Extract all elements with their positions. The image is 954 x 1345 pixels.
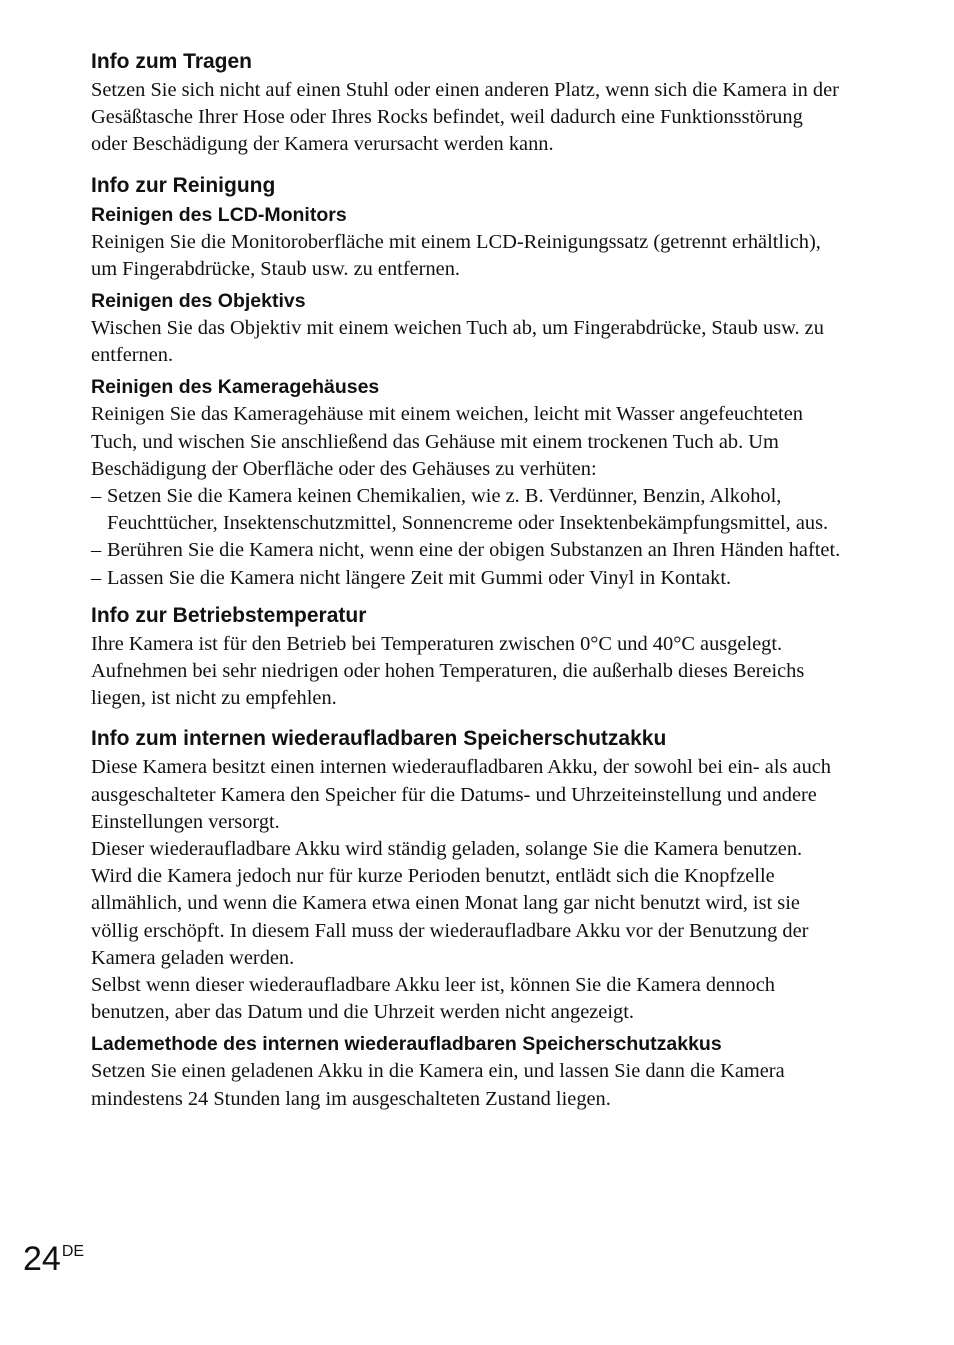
spacer — [91, 592, 843, 601]
language-code: DE — [61, 1243, 85, 1260]
subsection-heading-lademethode: Lademethode des internen wiederaufladbaren Speicherschutzakkus — [91, 1033, 722, 1056]
section-heading-tragen: Info zum Tragen — [91, 50, 253, 73]
page-number — [23, 1232, 84, 1279]
subsection-text-objektiv: Wischen Sie das Objektiv mit einem weichen Tuch ab, um Fingerabdrücke, Staub usw. zu entfernen. — [91, 317, 824, 367]
subsection-heading-gehaeuse: Reinigen des Kameragehäuses — [91, 376, 380, 399]
section-heading-reinigung: Info zur Reinigung — [91, 173, 276, 197]
dash-marker: – — [91, 566, 102, 589]
spacer — [91, 712, 843, 724]
page-number-value: 24 — [23, 1240, 61, 1278]
section-text-tragen: Setzen Sie sich nicht auf einen Stuhl oder einen anderen Platz, wenn sich die Kamera in der Gesäßtasche Ihrer Hose oder Ihres Rocks befindet, weil dadurch eine Funktionsstörung oder Beschädigung der Kamera verursacht werden kann. — [91, 79, 839, 156]
list-item-text: Lassen Sie die Kamera nicht längere Zeit mit Gummi oder Vinyl in Kontakt. — [107, 566, 732, 589]
list-item — [91, 565, 843, 592]
list-item — [91, 483, 843, 537]
subsection-text-lademethode: Setzen Sie einen geladenen Akku in die Kamera ein, und lassen Sie dann die Kamera mindestens 24 Stunden lang im ausgeschalteten Zustand liegen. — [91, 1060, 785, 1110]
subsection-heading-objektiv: Reinigen des Objektivs — [91, 290, 306, 313]
list-item-text: Berühren Sie die Kamera nicht, wenn eine der obigen Substanzen an Ihren Händen haftet. — [107, 539, 841, 562]
section-heading-betriebstemperatur: Info zur Betriebstemperatur — [91, 603, 367, 627]
manual-page-content — [91, 47, 843, 1113]
section-text-betriebstemperatur: Ihre Kamera ist für den Betrieb bei Temperaturen zwischen 0°C und 40°C ausgelegt. Aufnehmen bei sehr niedrigen oder hohen Temperaturen, die außerhalb dieses Bereichs liegen, ist nicht zu empfehlen. — [91, 632, 805, 710]
spacer — [91, 159, 843, 171]
section-text-akku-3: Selbst wenn dieser wiederaufladbare Akku leer ist, können Sie die Kamera dennoch benutzen, aber das Datum und die Uhrzeit werden nicht angezeigt. — [91, 974, 775, 1024]
list-item-text: Setzen Sie die Kamera keinen Chemikalien, wie z. B. Verdünner, Benzin, Alkohol, Feuchttücher, Insektenschutzmittel, Sonnencreme oder Insektenbekämpfungsmittel, aus. — [107, 485, 829, 535]
subsection-text-gehaeuse: Reinigen Sie das Kameragehäuse mit einem weichen, leicht mit Wasser angefeuchteten Tuch, und wischen Sie anschließend das Gehäuse mit einem trockenen Tuch ab. Um Beschädigung der Oberfläche oder des Gehäuses zu verhüten: — [91, 403, 803, 480]
dash-marker: – — [91, 485, 102, 508]
precaution-list — [91, 483, 843, 592]
dash-marker: – — [91, 539, 102, 562]
section-text-akku-2: Dieser wiederaufladbare Akku wird ständig geladen, solange Sie die Kamera benutzen. Wird die Kamera jedoch nur für kurze Perioden benutzt, entlädt sich die Knopfzelle allmählich, und wenn die Kamera etwa einen Monat lang gar nicht benutzt wird, ist sie völlig erschöpft. In diesem Fall muss der wiederaufladbare Akku vor der Benutzung der Kamera geladen werden. — [91, 838, 809, 969]
subsection-heading-lcd: Reinigen des LCD-Monitors — [91, 203, 347, 226]
list-item — [91, 537, 843, 564]
section-heading-akku: Info zum internen wiederaufladbaren Speicherschutzakku — [91, 727, 667, 751]
section-text-akku-1: Diese Kamera besitzt einen internen wiederaufladbaren Akku, der sowohl bei ein- als auch ausgeschalteter Kamera den Speicher für die Datums- und Uhrzeiteinstellung und andere Einstellungen versorgt. — [91, 756, 832, 833]
subsection-text-lcd: Reinigen Sie die Monitoroberfläche mit einem LCD-Reinigungssatz (getrennt erhältlich), um Fingerabdrücke, Staub usw. zu entfernen. — [91, 230, 821, 280]
